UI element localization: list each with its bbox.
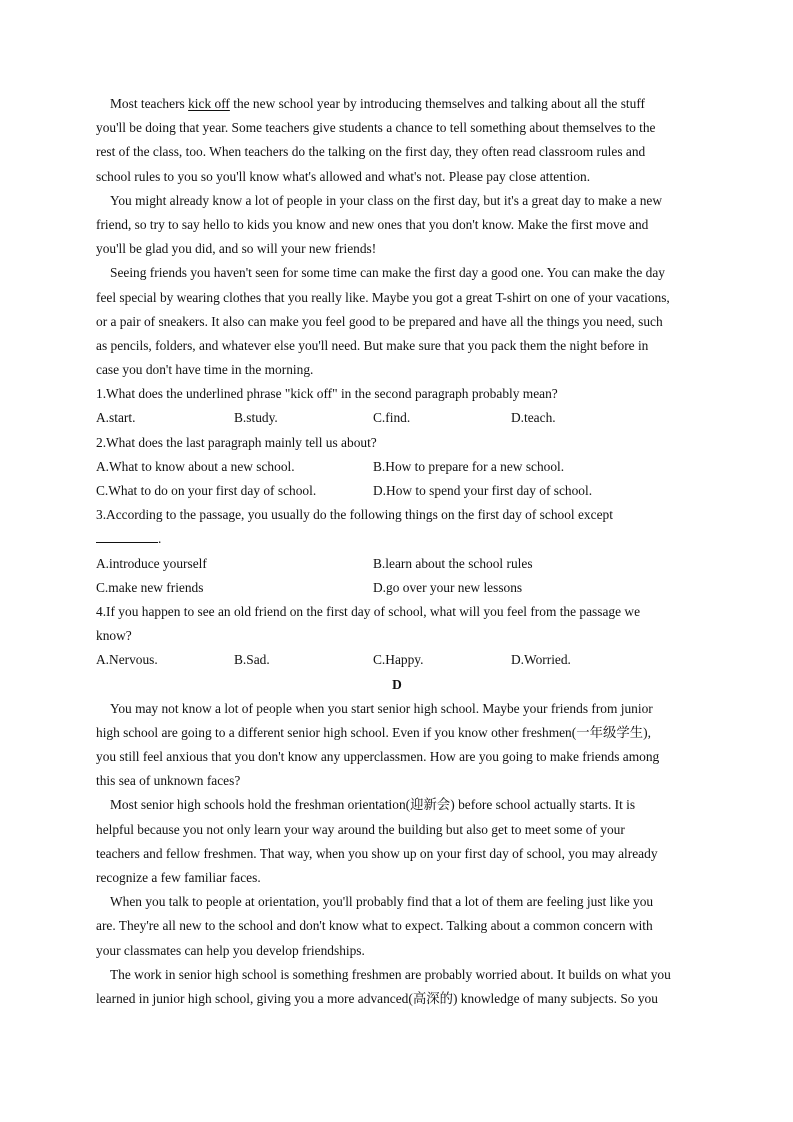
text-line: you still feel anxious that you don't know any upperclassmen. How are you going to make friends among bbox=[96, 749, 660, 765]
text-line: learned in junior high school, giving you a more advanced(高深的) knowledge of many subjects. So you bbox=[96, 990, 658, 1006]
paragraph-2 bbox=[96, 189, 698, 262]
text-line: are. They're all new to the school and don't know what to expect. Talking about a common concern with bbox=[96, 918, 653, 934]
option-d: D.go over your new lessons bbox=[373, 579, 523, 595]
question-stem: 2.What does the last paragraph mainly tell us about? bbox=[96, 434, 377, 450]
paragraph-d3 bbox=[96, 890, 698, 963]
document-page bbox=[96, 92, 698, 1011]
text-line: high school are going to a different senior high school. Even if you know other freshmen(一年级学生), bbox=[96, 724, 651, 740]
answer-blank-line bbox=[96, 527, 698, 551]
text-line: you'll be doing that year. Some teachers give students a chance to tell something about themselves to the bbox=[96, 120, 656, 136]
option-c: C.Happy. bbox=[373, 652, 424, 668]
text-line: You might already know a lot of people in your class on the first day, but it's a great day to make a new bbox=[110, 192, 663, 208]
text-line: you'll be glad you did, and so will your new friends! bbox=[96, 241, 377, 257]
section-heading: D bbox=[392, 676, 402, 692]
text-line: You may not know a lot of people when you start senior high school. Maybe your friends from junior bbox=[110, 700, 653, 716]
text-line: this sea of unknown faces? bbox=[96, 773, 241, 789]
question-stem: know? bbox=[96, 628, 132, 644]
underlined-phrase: kick off bbox=[188, 96, 230, 111]
text-line: rest of the class, too. When teachers do the talking on the first day, they often read classroom rules and bbox=[96, 144, 646, 160]
text-line: case you don't have time in the morning. bbox=[96, 362, 314, 378]
text-line: feel special by wearing clothes that you really like. Maybe you got a great T-shirt on one of your vacations, bbox=[96, 289, 670, 305]
answer-options bbox=[96, 406, 698, 430]
answer-options bbox=[96, 576, 698, 600]
option-b: B.study. bbox=[234, 410, 278, 426]
text-line: friend, so try to say hello to kids you know and new ones that you don't know. Make the first move and bbox=[96, 216, 649, 232]
option-a: A.What to know about a new school. bbox=[96, 458, 295, 474]
question-stem: 3.According to the passage, you usually do the following things on the first day of school except bbox=[96, 507, 613, 523]
question-2 bbox=[96, 431, 698, 504]
text-line: your classmates can help you develop friendships. bbox=[96, 942, 365, 958]
option-d: D.teach. bbox=[511, 410, 556, 426]
paragraph-d1 bbox=[96, 697, 698, 794]
text-line: The work in senior high school is something freshmen are probably worried about. It builds on what you bbox=[110, 966, 671, 982]
option-b: B.How to prepare for a new school. bbox=[373, 458, 565, 474]
answer-options bbox=[96, 479, 698, 503]
text-span: the new school year by introducing themselves and talking about all the stuff bbox=[229, 96, 646, 111]
text-line: helpful because you not only learn your way around the building but also get to meet some of your bbox=[96, 821, 625, 837]
paragraph-d4 bbox=[96, 963, 698, 1011]
answer-blank bbox=[96, 528, 158, 543]
text-line: recognize a few familiar faces. bbox=[96, 870, 261, 885]
question-stem: 1.What does the underlined phrase "kick off" in the second paragraph probably mean? bbox=[96, 386, 558, 402]
option-a: A.Nervous. bbox=[96, 652, 158, 668]
text-line: teachers and fellow freshmen. That way, when you show up on your first day of school, you may already bbox=[96, 845, 658, 861]
text-line: When you talk to people at orientation, you'll probably find that a lot of them are feeling just like you bbox=[110, 894, 654, 910]
text-line bbox=[96, 92, 698, 116]
option-b: B.learn about the school rules bbox=[373, 555, 533, 571]
paragraph-1 bbox=[96, 92, 698, 189]
question-1 bbox=[96, 382, 698, 430]
answer-options bbox=[96, 552, 698, 576]
text-span: Most teachers bbox=[110, 96, 189, 111]
option-c: C.make new friends bbox=[96, 579, 204, 595]
paragraph-3 bbox=[96, 261, 698, 382]
text-span: . bbox=[158, 531, 162, 547]
option-c: C.What to do on your first day of school. bbox=[96, 483, 317, 498]
text-line: Most senior high schools hold the freshman orientation(迎新会) before school actually starts. It is bbox=[110, 797, 636, 813]
option-d: D.How to spend your first day of school. bbox=[373, 483, 593, 498]
answer-options bbox=[96, 648, 698, 672]
option-c: C.find. bbox=[373, 410, 411, 426]
text-line: or a pair of sneakers. It also can make you feel good to be prepared and have all the things you need, such bbox=[96, 313, 663, 329]
option-a: A.start. bbox=[96, 410, 136, 426]
text-line: Seeing friends you haven't seen for some time can make the first day a good one. You can make the day bbox=[110, 265, 665, 281]
text-line: school rules to you so you'll know what's allowed and what's not. Please pay close attention. bbox=[96, 168, 591, 184]
question-stem: 4.If you happen to see an old friend on the first day of school, what will you feel from the passage we bbox=[96, 603, 641, 619]
text-line: as pencils, folders, and whatever else you'll need. But make sure that you pack them the night before in bbox=[96, 337, 649, 353]
option-d: D.Worried. bbox=[511, 652, 571, 668]
paragraph-d2 bbox=[96, 793, 698, 890]
answer-options bbox=[96, 455, 698, 479]
option-b: B.Sad. bbox=[234, 652, 270, 668]
option-a: A.introduce yourself bbox=[96, 555, 207, 571]
question-3 bbox=[96, 503, 698, 600]
question-4 bbox=[96, 600, 698, 673]
